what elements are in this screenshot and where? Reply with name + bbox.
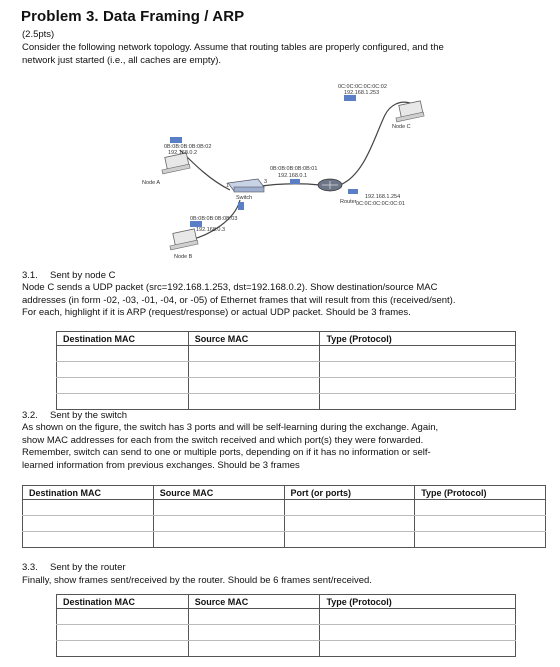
col-destination-mac: Destination MAC	[57, 332, 189, 346]
table-3-1	[56, 331, 516, 410]
node-c-label: Node C	[392, 124, 411, 130]
table-row	[57, 625, 516, 641]
router-right-nic-icon	[348, 189, 358, 194]
table-cell	[188, 346, 320, 362]
table-cell	[57, 625, 189, 641]
table-row	[57, 609, 516, 625]
node-b-mac-label: 0B:0B:0B:0B:0B:03	[190, 216, 238, 222]
section-3-2-heading	[22, 410, 127, 421]
table-cell	[320, 641, 516, 657]
switch-nic-icon	[238, 202, 244, 210]
cable-router-c	[340, 102, 410, 185]
table-row	[57, 394, 516, 410]
section-3-1-title: Sent by node C	[50, 270, 116, 281]
switch-label: Switch	[236, 195, 253, 201]
table-cell	[153, 500, 284, 516]
router-left-nic-icon	[290, 179, 300, 184]
section-3-2-title: Sent by the switch	[50, 410, 128, 421]
node-a-laptop-icon	[162, 153, 190, 174]
section-3-1-text	[22, 282, 542, 320]
node-c-ip-label: 192.168.1.253	[344, 90, 380, 96]
node-a-mac-label: 0B:0B:0B:0B:0B:02	[164, 144, 212, 150]
router-left-ip-label: 192.168.0.1	[278, 173, 308, 179]
table-header	[23, 486, 546, 500]
col-type-protocol: Type (Protocol)	[415, 486, 546, 500]
section-3-1-number: 3.1.	[22, 270, 38, 281]
section-3-2-number: 3.2.	[22, 410, 38, 421]
table-cell	[415, 532, 546, 548]
switch-port-1: 1	[226, 183, 230, 189]
section-3-2-text	[22, 422, 542, 472]
table-cell	[23, 516, 154, 532]
router-icon	[318, 179, 342, 191]
table-row	[57, 346, 516, 362]
table-cell	[153, 516, 284, 532]
col-port: Port (or ports)	[284, 486, 415, 500]
intro-line-2: network just started (i.e., all caches are empty).	[22, 54, 222, 66]
table-cell	[188, 641, 320, 657]
table-cell	[57, 362, 189, 378]
node-b-laptop-icon	[170, 229, 198, 250]
table-cell	[57, 378, 189, 394]
col-source-mac: Source MAC	[153, 486, 284, 500]
section-3-1-line-1: Node C sends a UDP packet (src=192.168.1.253, dst=192.168.0.2). Show destination/source MAC	[22, 282, 438, 293]
router-label: Router	[340, 199, 357, 205]
section-3-3-text	[22, 575, 542, 588]
section-3-2-line-3: Remember, switch can send to one or multiple ports, depending on if it has no information or self-	[22, 447, 431, 459]
table-3-3	[56, 594, 516, 657]
section-3-2-line-1: As shown on the figure, the switch has 3 ports and will be self-learning during the exchange. Again,	[22, 422, 439, 433]
table-row	[23, 500, 546, 516]
table-header	[57, 332, 516, 346]
table-cell	[57, 609, 189, 625]
table-cell	[188, 625, 320, 641]
section-3-3-number: 3.3.	[22, 562, 38, 573]
table-cell	[320, 378, 516, 394]
table-cell	[153, 532, 284, 548]
table-cell	[188, 394, 320, 410]
section-3-3-line-1: Finally, show frames sent/received by the router. Should be 6 frames sent/received.	[22, 575, 372, 586]
switch-port-3: 3	[264, 179, 268, 185]
table-cell	[284, 500, 415, 516]
node-b-label: Node B	[174, 254, 193, 260]
section-3-1-heading	[22, 270, 116, 281]
section-3-1-line-3: For each, highlight if it is ARP (request/response) or actual UDP packet. Should be 3 frames.	[22, 307, 411, 319]
problem-points: (2.5pts)	[22, 29, 55, 40]
table-cell	[188, 362, 320, 378]
table-cell	[320, 625, 516, 641]
table-cell	[415, 500, 546, 516]
table-row	[57, 378, 516, 394]
col-type-protocol: Type (Protocol)	[320, 332, 516, 346]
col-source-mac: Source MAC	[188, 332, 320, 346]
table-row	[57, 641, 516, 657]
router-right-ip-label: 192.168.1.254	[365, 194, 401, 200]
table-header	[57, 595, 516, 609]
problem-title: Problem 3. Data Framing / ARP	[21, 8, 245, 25]
section-3-3-heading	[22, 562, 126, 573]
table-cell	[57, 394, 189, 410]
table-cell	[23, 500, 154, 516]
table-3-2	[22, 485, 546, 548]
router-left-mac-label: 0B:0B:0B:0B:0B:01	[270, 166, 318, 172]
table-cell	[188, 609, 320, 625]
intro-line-1: Consider the following network topology. Assume that routing tables are properly configured, and the	[22, 42, 444, 53]
router-right-mac-label: 0C:0C:0C:0C:0C:01	[356, 201, 405, 207]
col-type-protocol: Type (Protocol)	[320, 595, 516, 609]
node-a-nic-icon	[170, 137, 182, 143]
table-cell	[23, 532, 154, 548]
table-cell	[284, 516, 415, 532]
section-3-2-line-4: learned information from previous exchanges. Should be 3 frames	[22, 459, 300, 471]
cable-a-switch	[180, 150, 230, 190]
table-cell	[320, 362, 516, 378]
table-cell	[320, 394, 516, 410]
section-3-1-line-2: addresses (in form -02, -03, -01, -04, or -05) of Ethernet frames that will result from this (received/sent).	[22, 294, 456, 306]
node-a-ip-label: 192.168.0.2	[168, 150, 198, 156]
table-cell	[57, 346, 189, 362]
node-c-laptop-icon	[396, 101, 424, 122]
table-row	[57, 362, 516, 378]
node-c-mac-label: 0C:0C:0C:0C:0C:02	[338, 84, 387, 90]
col-destination-mac: Destination MAC	[57, 595, 189, 609]
network-topology-diagram	[100, 75, 550, 265]
table-row	[23, 516, 546, 532]
node-b-ip-label: 192.168.0.3	[196, 227, 226, 233]
problem-intro	[22, 42, 542, 67]
table-cell	[320, 346, 516, 362]
col-source-mac: Source MAC	[188, 595, 320, 609]
table-row	[23, 532, 546, 548]
table-cell	[415, 516, 546, 532]
node-a-label: Node A	[142, 180, 161, 186]
table-cell	[57, 641, 189, 657]
col-destination-mac: Destination MAC	[23, 486, 154, 500]
section-3-2-line-2: show MAC addresses for each from the switch received and which port(s) they were forwarded.	[22, 434, 424, 446]
table-cell	[320, 609, 516, 625]
table-cell	[188, 378, 320, 394]
table-cell	[284, 532, 415, 548]
section-3-3-title: Sent by the router	[50, 562, 126, 573]
switch-icon	[228, 179, 264, 192]
